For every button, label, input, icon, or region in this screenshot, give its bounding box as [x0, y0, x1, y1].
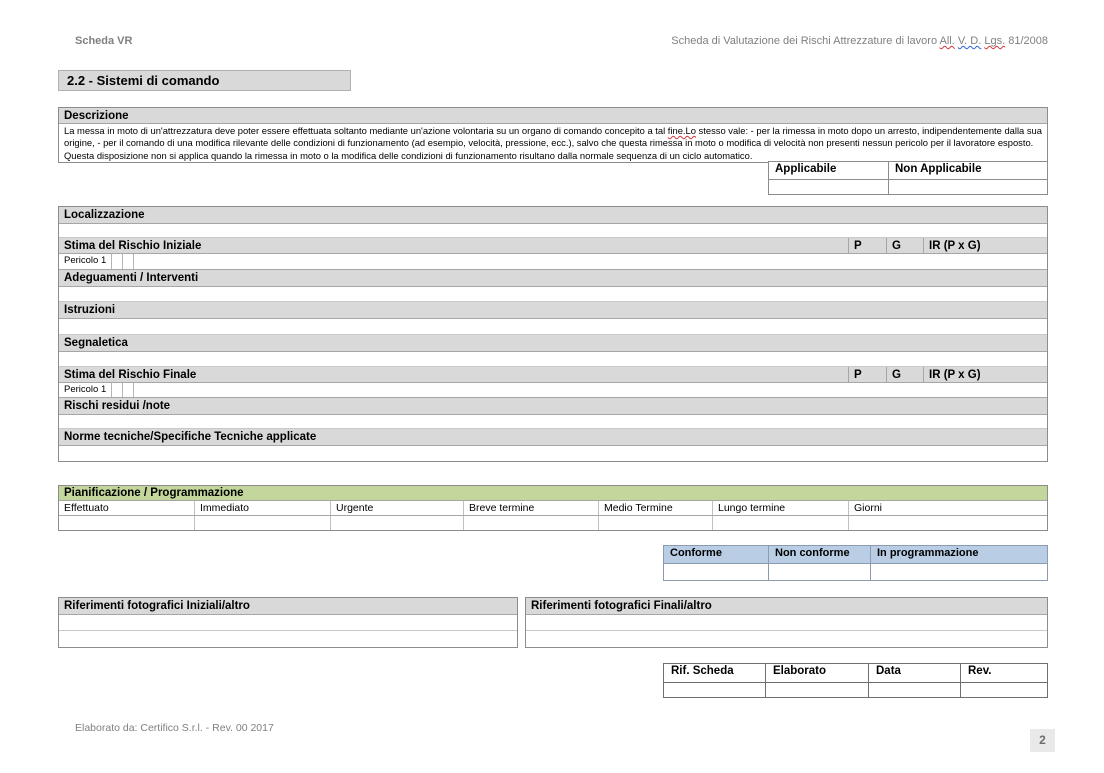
riferimenti-iniziali-input-1[interactable]: [59, 615, 517, 631]
conforme-header: Conforme: [664, 546, 769, 563]
doc-header-left: Scheda VR: [75, 35, 133, 47]
stima-finale-pericolo-label: Pericolo 1: [59, 383, 112, 397]
col-effettuato: Effettuato: [59, 501, 195, 515]
col-urgente: Urgente: [331, 501, 464, 515]
non-applicabile-input[interactable]: [889, 180, 1047, 194]
lungo-termine-input[interactable]: [713, 516, 849, 530]
applicabilita-table: [768, 161, 1048, 195]
stima-iniziale-p-input[interactable]: [112, 254, 123, 269]
norme-input[interactable]: [59, 446, 1047, 461]
rischi-residui-header: Rischi residui /note: [59, 398, 1047, 415]
descrizione-text-part2: stesso vale: - per la rimessa in moto dopo un arresto, indipendentemente dalla sua origine, - per il comando di una modifica rilevante delle condizioni di funzionamento (ad esempio, velocità, pressione, ecc.), salvo che questa rimessa in moto o modifica di velocità non presenti nessun pericolo per il lavoratore esposto. Questa disposizione non si applica quando la rimessa in moto o la modifica delle condizioni di funzionamento risultano dalla normale sequenza di un ciclo automatico.: [64, 125, 1042, 161]
spellcheck-word-all: All.: [939, 35, 955, 47]
stima-iniziale-pericolo-row: [59, 254, 1047, 270]
applicabilita-header-row: [769, 162, 1047, 180]
col-breve-termine: Breve termine: [464, 501, 599, 515]
col-giorni: Giorni: [854, 502, 883, 514]
doc-header-right-year: 81/2008: [1005, 35, 1048, 47]
stima-iniziale-col-p: P: [849, 238, 887, 253]
descrizione-header: Descrizione: [59, 108, 1047, 124]
segnaletica-input[interactable]: [59, 352, 1047, 367]
non-conforme-header: Non conforme: [769, 546, 871, 563]
riferimenti-iniziali-header: Riferimenti fotografici Iniziali/altro: [59, 598, 517, 615]
approvazione-value-row: [664, 683, 1047, 697]
section-title: 2.2 - Sistemi di comando: [58, 70, 351, 91]
pianificazione-header: Pianificazione / Programmazione: [59, 486, 1047, 501]
stima-finale-g-input[interactable]: [123, 383, 134, 397]
rif-scheda-input[interactable]: [664, 683, 766, 697]
page-number-badge: 2: [1030, 729, 1055, 752]
risk-assessment-table: [58, 206, 1048, 462]
giorni-input[interactable]: [849, 516, 1047, 530]
conformita-header-row: [664, 546, 1047, 564]
stima-finale-p-input[interactable]: [112, 383, 123, 397]
col-medio-termine: Medio Termine: [599, 501, 713, 515]
col-immediato: Immediato: [195, 501, 331, 515]
conformita-table: [663, 545, 1048, 581]
conformita-value-row: [664, 564, 1047, 580]
elaborato-input[interactable]: [766, 683, 869, 697]
localizzazione-header: Localizzazione: [59, 207, 1047, 224]
adeguamenti-header: Adeguamenti / Interventi: [59, 270, 1047, 287]
footer-credit: Elaborato da: Certifico S.r.l. - Rev. 00 2017: [75, 722, 274, 734]
riferimenti-iniziali-table: [58, 597, 518, 648]
pianificazione-value-row: [59, 516, 1047, 530]
in-programmazione-header: In programmazione: [877, 547, 979, 559]
stima-iniziale-header-row: [59, 238, 1047, 254]
spellcheck-word-lgs: Lgs.: [984, 35, 1006, 47]
spellcheck-word-finelo: fine.Lo: [667, 125, 696, 136]
non-conforme-input[interactable]: [769, 564, 871, 580]
non-applicabile-header: Non Applicabile: [895, 163, 982, 175]
in-programmazione-input[interactable]: [871, 564, 1047, 580]
stima-iniziale-title: Stima del Rischio Iniziale: [59, 238, 849, 253]
stima-iniziale-ir-input[interactable]: [134, 254, 144, 269]
descrizione-text: [59, 124, 1047, 162]
approvazione-table: [663, 663, 1048, 698]
stima-iniziale-col-ir: IR (P x G): [929, 240, 981, 252]
riferimenti-finali-input-1[interactable]: [526, 615, 1047, 631]
medio-termine-input[interactable]: [599, 516, 713, 530]
stima-finale-col-g: G: [887, 367, 924, 382]
riferimenti-iniziali-input-2[interactable]: [59, 631, 517, 647]
stima-finale-title: Stima del Rischio Finale: [59, 367, 849, 382]
conforme-input[interactable]: [664, 564, 769, 580]
adeguamenti-input[interactable]: [59, 287, 1047, 302]
stima-finale-col-p: P: [849, 367, 887, 382]
stima-finale-col-ir: IR (P x G): [929, 369, 981, 381]
doc-header-right-text: Scheda di Valutazione dei Rischi Attrezzature di lavoro: [671, 35, 940, 47]
spellcheck-word-vd: V. D.: [957, 35, 982, 47]
stima-finale-ir-input[interactable]: [134, 383, 144, 397]
immediato-input[interactable]: [195, 516, 331, 530]
breve-termine-input[interactable]: [464, 516, 599, 530]
data-input[interactable]: [869, 683, 961, 697]
elaborato-header: Elaborato: [766, 664, 869, 682]
effettuato-input[interactable]: [59, 516, 195, 530]
segnaletica-header: Segnaletica: [59, 335, 1047, 352]
rischi-residui-input[interactable]: [59, 415, 1047, 429]
doc-header-right: [671, 35, 1048, 47]
descrizione-table: [58, 107, 1048, 163]
istruzioni-input[interactable]: [59, 319, 1047, 335]
stima-iniziale-col-g: G: [887, 238, 924, 253]
istruzioni-header: Istruzioni: [59, 302, 1047, 319]
stima-finale-header-row: [59, 367, 1047, 383]
data-header: Data: [869, 664, 961, 682]
approvazione-header-row: [664, 664, 1047, 683]
rev-header: Rev.: [968, 665, 992, 677]
descrizione-text-part1: La messa in moto di un'attrezzatura deve poter essere effettuata soltanto mediante un'azione volontaria su un organo di comando concepito a tal: [64, 125, 668, 136]
col-lungo-termine: Lungo termine: [713, 501, 849, 515]
rif-scheda-header: Rif. Scheda: [664, 664, 766, 682]
pianificazione-columns-row: [59, 501, 1047, 516]
stima-iniziale-g-input[interactable]: [123, 254, 134, 269]
applicabile-input[interactable]: [769, 180, 889, 194]
stima-iniziale-pericolo-label: Pericolo 1: [59, 254, 112, 269]
rev-input[interactable]: [961, 683, 1047, 697]
applicabilita-value-row: [769, 180, 1047, 194]
pianificazione-table: [58, 485, 1048, 531]
stima-finale-pericolo-row: [59, 383, 1047, 398]
riferimenti-finali-table: [525, 597, 1048, 648]
norme-header: Norme tecniche/Specifiche Tecniche applicate: [59, 429, 1047, 446]
riferimenti-finali-header: Riferimenti fotografici Finali/altro: [526, 598, 1047, 615]
urgente-input[interactable]: [331, 516, 464, 530]
localizzazione-input[interactable]: [59, 224, 1047, 238]
riferimenti-finali-input-2[interactable]: [526, 631, 1047, 647]
applicabile-header: Applicabile: [769, 162, 889, 179]
